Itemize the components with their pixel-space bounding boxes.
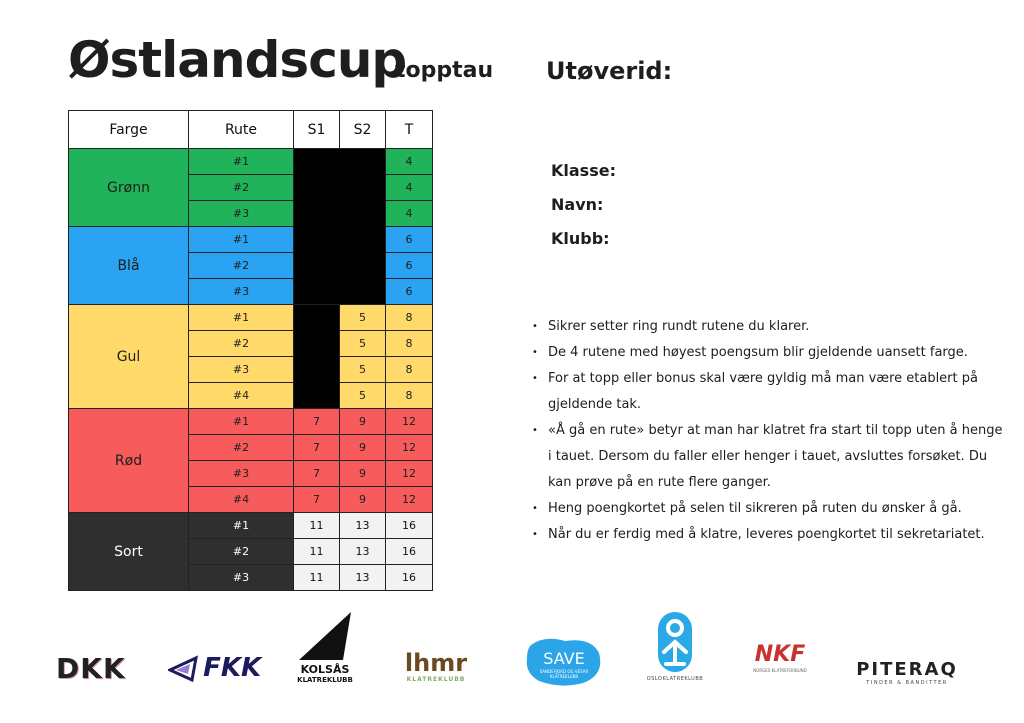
table-row: [69, 305, 433, 331]
s2-points-cell[interactable]: 9: [340, 435, 386, 461]
s1-points-cell[interactable]: 11: [294, 539, 340, 565]
nkf-logo: [752, 642, 808, 674]
s1-points-cell[interactable]: 7: [294, 461, 340, 487]
top-points-cell[interactable]: 12: [386, 435, 433, 461]
color-cell-rod: Rød: [69, 409, 189, 513]
rules-list: [530, 314, 1010, 548]
s2-points-cell[interactable]: 13: [340, 565, 386, 591]
color-cell-gronn: Grønn: [69, 149, 189, 227]
top-points-cell[interactable]: 16: [386, 513, 433, 539]
top-points-cell[interactable]: 16: [386, 565, 433, 591]
save-logo-text: SAVE: [543, 649, 585, 668]
route-cell[interactable]: #1: [189, 227, 294, 253]
route-cell[interactable]: #1: [189, 513, 294, 539]
color-cell-bla: Blå: [69, 227, 189, 305]
top-points-cell[interactable]: 8: [386, 331, 433, 357]
blocked-cell: [294, 149, 386, 305]
s1-points-cell[interactable]: 11: [294, 565, 340, 591]
rule-item: • Heng poengkortet på selen til sikreren på ruten du ønsker å gå.: [530, 496, 1010, 522]
club-label: Klubb:: [551, 229, 610, 248]
top-points-cell[interactable]: 4: [386, 175, 433, 201]
name-label: Navn:: [551, 195, 604, 214]
nkf-logo-text: NKF: [754, 642, 806, 667]
dkk-logo: [56, 652, 126, 685]
header-s2: S2: [340, 111, 386, 149]
s1-points-cell[interactable]: 7: [294, 487, 340, 513]
fkk-triangle-icon: [168, 652, 198, 684]
route-cell[interactable]: #2: [189, 539, 294, 565]
top-points-cell[interactable]: 6: [386, 253, 433, 279]
route-cell[interactable]: #1: [189, 149, 294, 175]
s2-points-cell[interactable]: 5: [340, 383, 386, 409]
save-logo: [525, 635, 603, 687]
piteraq-logo-text: PITERAQ: [856, 659, 958, 680]
route-cell[interactable]: #3: [189, 461, 294, 487]
kolsas-logo-subtext: KLATREKLUBB: [297, 676, 353, 684]
piteraq-logo-subtext: TINDER & BANDITTER: [866, 680, 948, 686]
nkf-logo-subtext: NORGES KLATREFORBUND: [753, 668, 807, 673]
table-row: [69, 409, 433, 435]
s2-points-cell[interactable]: 13: [340, 539, 386, 565]
dkk-logo-text: DKK: [56, 652, 126, 685]
s2-points-cell[interactable]: 9: [340, 461, 386, 487]
top-points-cell[interactable]: 4: [386, 149, 433, 175]
top-points-cell[interactable]: 6: [386, 279, 433, 305]
route-cell[interactable]: #2: [189, 435, 294, 461]
route-cell[interactable]: #3: [189, 201, 294, 227]
top-points-cell[interactable]: 6: [386, 227, 433, 253]
fkk-logo-text: FKK: [203, 653, 262, 683]
s2-points-cell[interactable]: 9: [340, 487, 386, 513]
oslo-figure-icon: [656, 612, 694, 672]
fkk-logo: [168, 652, 261, 684]
oslo-logo: [643, 612, 707, 682]
rule-item: • Sikrer setter ring rundt rutene du klarer.: [530, 314, 1010, 340]
oslo-logo-text: OSLOKLATREKLUBB: [646, 676, 704, 682]
top-points-cell[interactable]: 8: [386, 305, 433, 331]
top-points-cell[interactable]: 8: [386, 383, 433, 409]
kolsas-mountain-icon: [295, 612, 355, 660]
blocked-cell: [294, 305, 340, 409]
route-cell[interactable]: #3: [189, 279, 294, 305]
header-s1: S1: [294, 111, 340, 149]
s1-points-cell[interactable]: 7: [294, 409, 340, 435]
top-points-cell[interactable]: 16: [386, 539, 433, 565]
route-cell[interactable]: #3: [189, 565, 294, 591]
page-subtitle: topptau: [395, 58, 494, 83]
athlete-id-label: Utøverid:: [546, 57, 673, 85]
page-title: Østlandscup: [68, 31, 407, 89]
kolsas-logo: [293, 612, 357, 685]
s1-points-cell[interactable]: 7: [294, 435, 340, 461]
route-cell[interactable]: #1: [189, 409, 294, 435]
route-cell[interactable]: #4: [189, 487, 294, 513]
s1-points-cell[interactable]: 11: [294, 513, 340, 539]
table-row: [69, 149, 433, 175]
score-table: [68, 110, 433, 591]
lhmr-logo-subtext: KLATREKLUBB: [406, 676, 466, 683]
s2-points-cell[interactable]: 13: [340, 513, 386, 539]
route-cell[interactable]: #1: [189, 305, 294, 331]
color-cell-sort: Sort: [69, 513, 189, 591]
class-label: Klasse:: [551, 161, 616, 180]
header-farge: Farge: [69, 111, 189, 149]
table-header-row: [69, 111, 433, 149]
route-cell[interactable]: #2: [189, 253, 294, 279]
route-cell[interactable]: #2: [189, 331, 294, 357]
save-logo-subtext: SANDEFJORD OG VESAR KLATREKLUBB: [539, 669, 589, 679]
top-points-cell[interactable]: 8: [386, 357, 433, 383]
top-points-cell[interactable]: 12: [386, 487, 433, 513]
s2-points-cell[interactable]: 5: [340, 357, 386, 383]
route-cell[interactable]: #4: [189, 383, 294, 409]
table-row: [69, 513, 433, 539]
rule-item: • «Å gå en rute» betyr at man har klatret fra start til topp uten å henge i tauet. Dersom du faller eller henger i tauet, avsluttes forsøket. Du kan prøve på en rute flere ganger.: [530, 418, 1010, 496]
s2-points-cell[interactable]: 5: [340, 331, 386, 357]
kolsas-logo-text: KOLSÅS: [300, 663, 350, 676]
header-t: T: [386, 111, 433, 149]
route-cell[interactable]: #2: [189, 175, 294, 201]
s2-points-cell[interactable]: 9: [340, 409, 386, 435]
s2-points-cell[interactable]: 5: [340, 305, 386, 331]
top-points-cell[interactable]: 4: [386, 201, 433, 227]
header-rute: Rute: [189, 111, 294, 149]
rule-item: • De 4 rutene med høyest poengsum blir gjeldende uansett farge.: [530, 340, 1010, 366]
top-points-cell[interactable]: 12: [386, 461, 433, 487]
route-cell[interactable]: #3: [189, 357, 294, 383]
lhmr-logo-text: lhmr: [404, 649, 468, 677]
rule-item: • For at topp eller bonus skal være gyldig må man være etablert på gjeldende tak.: [530, 366, 1010, 418]
top-points-cell[interactable]: 12: [386, 409, 433, 435]
lhmr-logo: [396, 650, 476, 684]
color-cell-gul: Gul: [69, 305, 189, 409]
piteraq-logo: [843, 660, 971, 687]
rule-item: • Når du er ferdig med å klatre, leveres poengkortet til sekretariatet.: [530, 522, 1010, 548]
